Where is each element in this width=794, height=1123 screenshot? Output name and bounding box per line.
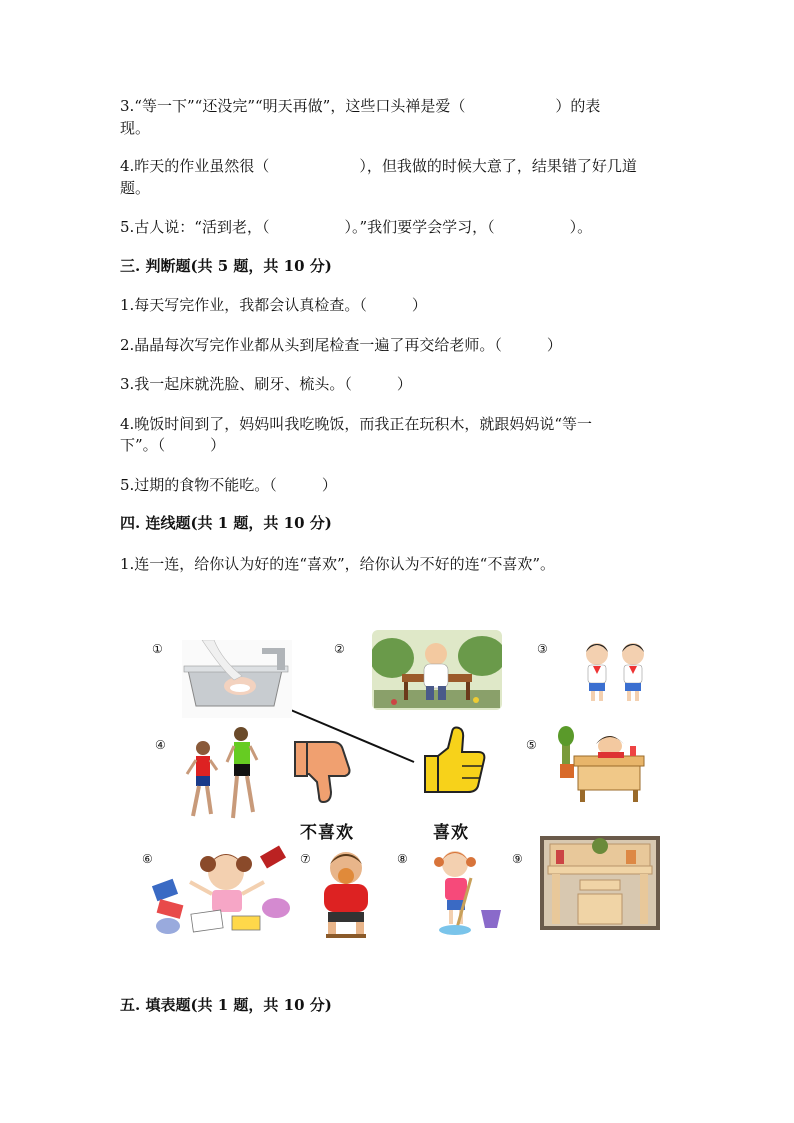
judge-q1: 1.每天写完作业，我都会认真检查。（ ） bbox=[120, 296, 427, 314]
label-2: ② bbox=[334, 642, 345, 656]
judge-q4-line2: 下”。（ ） bbox=[120, 436, 226, 454]
judge-q2: 2.晶晶每次写完作业都从头到尾检查一遍了再交给老师。（ ） bbox=[120, 336, 562, 354]
like-label: 喜欢 bbox=[433, 823, 469, 843]
judge-q3: 3.我一起床就洗脸、刷牙、梳头。（ ） bbox=[120, 375, 412, 393]
thumbs-down-icon bbox=[293, 738, 359, 806]
messy-room-icon bbox=[152, 842, 300, 938]
judge-q5: 5.过期的食物不能吃。（ ） bbox=[120, 476, 337, 494]
label-7: ⑦ bbox=[300, 852, 311, 866]
girl-mopping-icon bbox=[425, 848, 505, 936]
connect-q1: 1.连一连，给你认为好的连“喜欢”，给你认为不好的连“不喜欢”。 bbox=[120, 555, 555, 573]
table-heading: 五. 填表题(共 1 题，共 10 分) bbox=[120, 996, 332, 1014]
fill-q3-line1: 3.“等一下”“还没完”“明天再做”，这些口头禅是爱（ ）的表 bbox=[120, 97, 601, 115]
littering-man-icon bbox=[372, 630, 502, 710]
label-4: ④ bbox=[155, 738, 166, 752]
dislike-label: 不喜欢 bbox=[300, 823, 354, 843]
runners-icon bbox=[183, 726, 263, 826]
fill-q5: 5.古人说：“活到老，（ ）。”我们要学会学习，（ ）。 bbox=[120, 218, 593, 236]
hand-washing-icon bbox=[182, 640, 292, 718]
fill-q3-line2: 现。 bbox=[120, 119, 151, 137]
label-9: ⑨ bbox=[512, 852, 523, 866]
overeating-boy-icon bbox=[316, 848, 376, 940]
judge-q4-line1: 4.晚饭时间到了，妈妈叫我吃晚饭，而我正在玩积木，就跟妈妈说“等一 bbox=[120, 415, 592, 433]
fill-q4-line2: 题。 bbox=[120, 179, 151, 197]
thumbs-up-icon bbox=[422, 726, 490, 796]
sleeping-at-desk-icon bbox=[556, 726, 652, 806]
connect-heading: 四. 连线题(共 1 题，共 10 分) bbox=[120, 514, 332, 532]
label-6: ⑥ bbox=[142, 852, 153, 866]
label-8: ⑧ bbox=[397, 852, 408, 866]
tidy-desk-icon bbox=[540, 836, 660, 930]
judge-heading: 三. 判断题(共 5 题，共 10 分) bbox=[120, 257, 332, 275]
children-greeting-icon bbox=[577, 640, 653, 702]
label-5: ⑤ bbox=[526, 738, 537, 752]
fill-q4-line1: 4.昨天的作业虽然很（ ），但我做的时候大意了，结果错了好几道 bbox=[120, 157, 637, 175]
label-1: ① bbox=[152, 642, 163, 656]
label-3: ③ bbox=[537, 642, 548, 656]
